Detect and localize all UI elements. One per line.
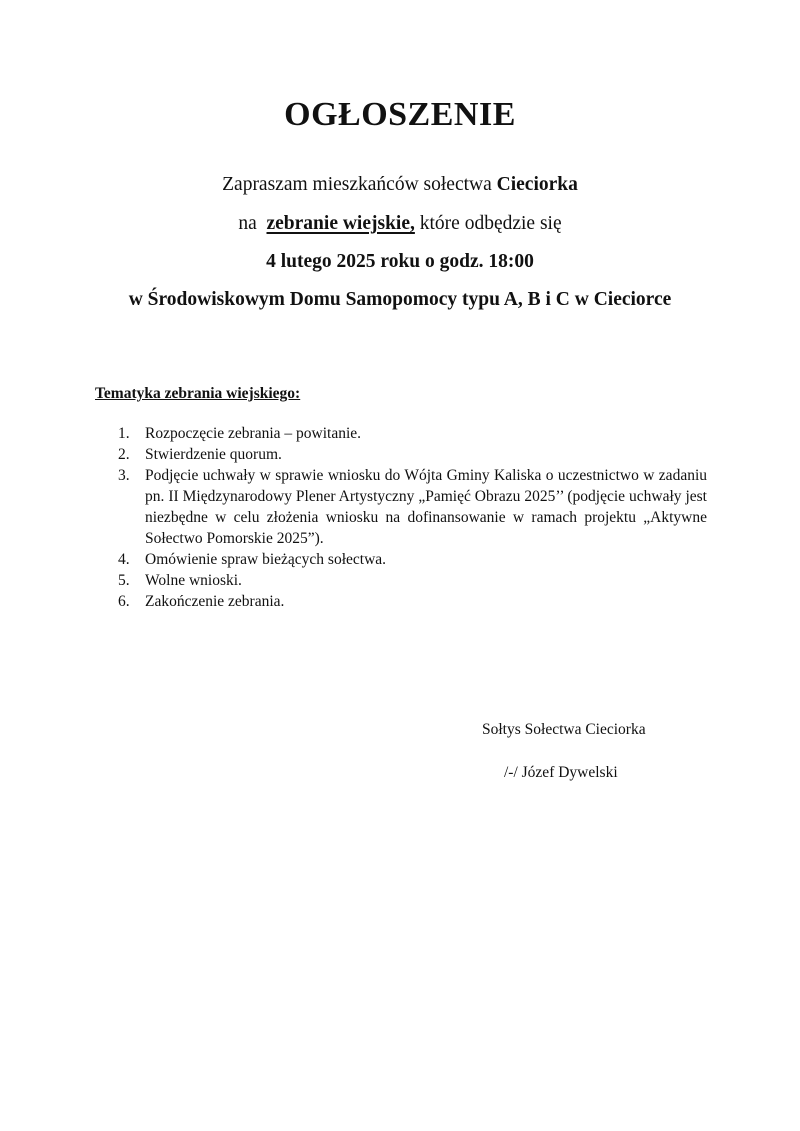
- event-name: zebranie wiejskie,: [266, 213, 415, 234]
- agenda-item: [95, 465, 707, 549]
- meeting-date-time: 4 lutego 2025 roku o godz. 18:00: [266, 251, 534, 272]
- document-title: OGŁOSZENIE: [284, 96, 516, 133]
- agenda-item-number: 1.: [118, 425, 130, 442]
- meeting-location: w Środowiskowym Domu Samopomocy typu A, B i C w Cieciorce: [128, 289, 672, 310]
- agenda-heading: Tematyka zebrania wiejskiego:: [95, 385, 301, 402]
- agenda-item-text: Podjęcie uchwały w sprawie wniosku do Wójta Gminy Kaliska o uczestnictwo w zadaniu pn. II Międzynarodowy Plener Artystyczny „Pamięć Obrazu 2025’’ (podjęcie uchwały jest niezbędne w celu złożenia wniosku na dofinansowanie w ramach projektu „Aktywne Sołectwo Pomorskie 2025”).: [145, 467, 707, 547]
- agenda-item-number: 2.: [118, 446, 130, 463]
- invitation-line: [0, 174, 800, 196]
- agenda-item-number: 6.: [118, 593, 130, 610]
- agenda-item-text: Zakończenie zebrania.: [145, 593, 285, 610]
- agenda-item-number: 5.: [118, 572, 130, 589]
- agenda-item: [95, 444, 707, 465]
- event-prefix: na: [238, 213, 267, 234]
- agenda-item-number: 3.: [118, 467, 130, 484]
- invitation-text: Zapraszam mieszkańców sołectwa: [222, 174, 497, 195]
- event-line: [0, 213, 800, 235]
- event-suffix: które odbędzie się: [414, 213, 562, 234]
- agenda-item: [95, 570, 707, 591]
- agenda-item-text: Omówienie spraw bieżących sołectwa.: [145, 551, 387, 568]
- agenda-item: [95, 591, 707, 612]
- village-name: Cieciorka: [496, 174, 578, 195]
- agenda-list: [95, 423, 707, 612]
- signatory-role: Sołtys Sołectwa Cieciorka: [482, 721, 646, 738]
- agenda-item-text: Rozpoczęcie zebrania – powitanie.: [145, 425, 362, 442]
- agenda-item-text: Stwierdzenie quorum.: [145, 446, 282, 463]
- agenda-item: [95, 549, 707, 570]
- agenda-item-number: 4.: [118, 551, 130, 568]
- signatory-name: /-/ Józef Dywelski: [504, 764, 618, 781]
- agenda-item-text: Wolne wnioski.: [145, 572, 242, 589]
- agenda-item: [95, 423, 707, 444]
